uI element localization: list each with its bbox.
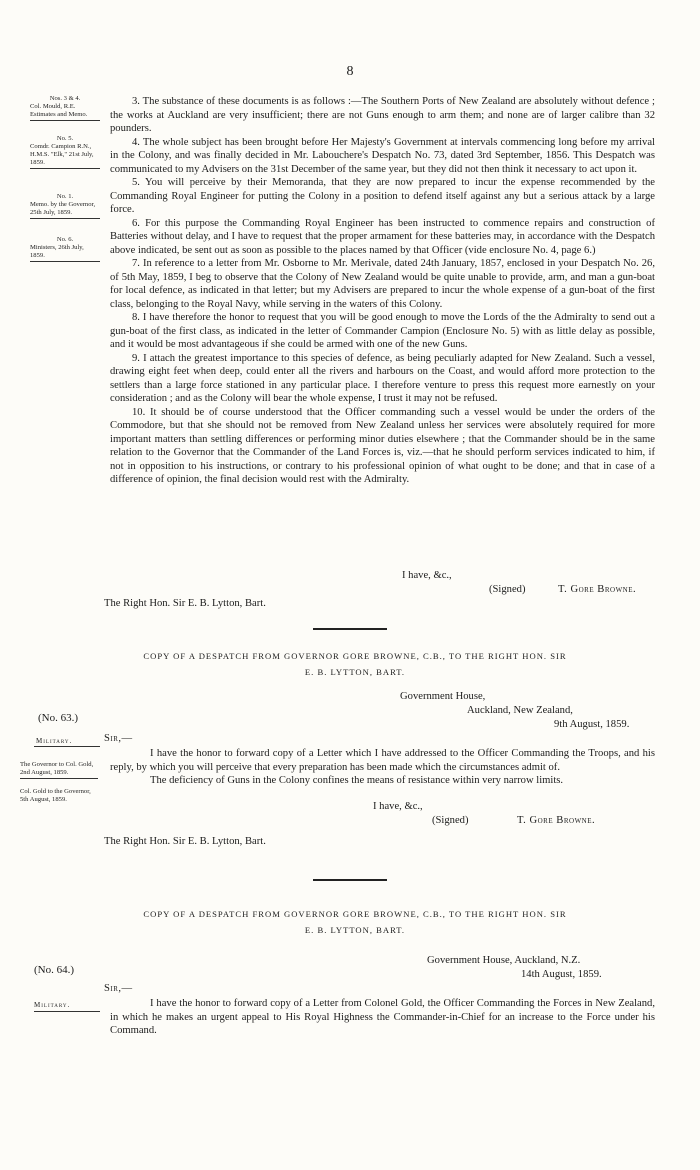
paragraph-4: 4. The whole subject has been brought before Her Majesty's Government at intervals commencing long before my arrival in the Colony, and was finally decided in Mr. Labouchere's Despatch No. 73, dated 3rd September, 1856. This Despatch was communicated to my Advisers on the 31st December of the same year, but they did not then think it necessary to act upon it. [110, 136, 655, 175]
margin-rule [30, 120, 100, 121]
margin-note-enclosures-3-4 [30, 95, 100, 121]
margin-note-number: Nos. 3 & 4. [49, 95, 81, 102]
paragraph-8: 8. I have therefore the honor to request that you will be good enough to move the Lords of the the Admiralty to send out a gun-boat of the first class, as indicated in the letter of Commander Campion (Enclosure No. 5) with as little delay as possible, and it would be most advantageous if she could be armed with one of the new Guns. [110, 312, 655, 350]
margin-note-gold-to-governor [20, 788, 98, 804]
margin-note-number: No. 5. [56, 135, 74, 142]
page-number: 8 [346, 64, 354, 79]
paragraph: I have the honor to forward copy of a Letter from Colonel Gold, the Officer Commanding the Forces in New Zealand, in which he makes an urgent appeal to His Royal Highness the Commander-in-Chief for an increase to the Force under his Command. [110, 998, 655, 1036]
margin-rule [30, 261, 100, 262]
margin-note-text: The Governor to Col. Gold, 2nd August, 1859. [20, 761, 94, 776]
heading-line: COPY OF A DESPATCH FROM GOVERNOR GORE BROWNE, C.B., TO THE RIGHT HON. SIR [143, 909, 567, 919]
despatch-63-body [110, 747, 655, 788]
margin-note-enclosure-5 [30, 135, 100, 169]
margin-rule [30, 218, 100, 219]
signed-label: (Signed) [432, 815, 469, 826]
margin-note-text: Comdr. Campion R.N., H.M.S. "Elk," 21st July, 1859. [30, 143, 94, 166]
signature: T. Gore Browne. [558, 584, 637, 595]
date: 9th August, 1859. [554, 719, 630, 730]
section-divider [313, 628, 387, 630]
letter-body [110, 95, 655, 487]
paragraph-9: 9. I attach the greatest importance to this species of defence, as being peculiarly adapted for New Zealand. Such a vessel, drawing eight feet when deep, could enter all the rivers and harbours on the Coast, and would afford more protection to the settlers than a large force stationed in any particular place. I therefore venture to press this request more earnestly on your consideration ; and as the Colony will bear the whole expense, I trust it may not be refused. [110, 352, 655, 404]
closing: I have, &c., [402, 570, 452, 581]
salutation: Sir,— [104, 733, 133, 744]
despatch-64-heading [100, 906, 610, 938]
address-line: Auckland, New Zealand, [467, 705, 573, 716]
paragraph: I have the honor to forward copy of a Letter which I have addressed to the Officer Commanding the Troops, and his reply, by which you will perceive that every preparation has been made which the circumstances admit of. [110, 748, 655, 773]
paragraph-6: 6. For this purpose the Commanding Royal Engineer has been instructed to commence repairs and construction of Batteries without delay, and I have to request that the proper armament for these batteries may, in accordance with the Despatch above indicated, be sent out as soon as possible to the places named by that Officer (vide enclosure No. 4, page 6.) [110, 217, 655, 256]
margin-rule [30, 168, 100, 169]
category-label: Military. [36, 737, 73, 745]
margin-note-enclosure-6 [30, 236, 100, 262]
heading-line: E. B. LYTTON, BART. [304, 925, 406, 935]
despatch-number: (No. 64.) [34, 964, 75, 976]
paragraph-7: 7. In reference to a letter from Mr. Osborne to Mr. Merivale, dated 24th January, 1857, enclosed in your Despatch No. 26, of 5th May, 1859, I beg to observe that the Colony of New Zealand would be quite unable to provide, arm, and man a gun-boat for local defence, as indicated in that letter; but my Advisers are prepared to incur the whole expense of a gun-boat of the first class, belonging to the Royal Navy, while serving in the waters of this Colony. [110, 258, 655, 310]
despatch-63-heading [100, 648, 610, 680]
margin-rule [20, 778, 98, 779]
salutation: Sir,— [104, 983, 133, 994]
paragraph: The deficiency of Guns in the Colony confines the means of resistance within very narrow limits. [150, 775, 564, 786]
margin-rule [34, 1011, 100, 1012]
section-divider [313, 879, 387, 881]
margin-note-number: No. 1. [56, 193, 74, 200]
date: 14th August, 1859. [521, 969, 602, 980]
addressee: The Right Hon. Sir E. B. Lytton, Bart. [104, 836, 266, 847]
despatch-64-body [110, 997, 655, 1038]
margin-rule [34, 746, 100, 747]
paragraph-3: 3. The substance of these documents is as follows :—The Southern Ports of New Zealand are absolutely without defence ; the works at Auckland are very insufficient; there are not Guns enough to arm them; and none are of larger calibre than 32 pounders. [110, 96, 655, 134]
signed-label: (Signed) [489, 584, 526, 595]
signature: T. Gore Browne. [517, 815, 596, 826]
margin-note-enclosure-1 [30, 193, 100, 219]
margin-note-text: Col. Mould, R.E. Estimates and Memo. [30, 103, 88, 118]
address-line: Government House, Auckland, N.Z. [427, 955, 581, 966]
closing: I have, &c., [373, 801, 423, 812]
heading-line: COPY OF A DESPATCH FROM GOVERNOR GORE BROWNE, C.B., TO THE RIGHT HON. SIR [143, 651, 567, 661]
heading-line: E. B. LYTTON, BART. [304, 667, 406, 677]
addressee: The Right Hon. Sir E. B. Lytton, Bart. [104, 598, 266, 609]
margin-note-governor-to-gold [20, 761, 98, 779]
address-line: Government House, [400, 691, 486, 702]
margin-note-text: Col. Gold to the Governor, 5th August, 1859. [20, 788, 91, 803]
margin-note-text: Memo. by the Governor, 25th July, 1859. [30, 201, 96, 216]
despatch-number: (No. 63.) [38, 712, 79, 724]
margin-note-text: Ministers, 26th July, 1859. [30, 244, 84, 259]
paragraph-10: 10. It should be of course understood that the Officer commanding such a vessel would be under the orders of the Commodore, but that she should not be removed from New Zealand unless her services were absolutely required for more important matters than settling differences or performing minor duties elsewhere ; that the Commander should be in the same relation to the Governor that the Commander of the Land Forces is, viz.—that he should perform services indicated to him, if not in opposition to his instructions, or contrary to his professional opinion of what ought to be done; and that in case of a difference of opinion, the final decision would rest with the Admiralty. [110, 406, 655, 485]
category-label: Military. [34, 1001, 71, 1009]
margin-note-number: No. 6. [56, 236, 74, 243]
paragraph-5: 5. You will perceive by their Memoranda, that they are now prepared to incur the expense recommended by the Commanding Royal Engineer for putting the Colony in a position to defend itself against any but a serious attack by a large force. [110, 177, 655, 215]
